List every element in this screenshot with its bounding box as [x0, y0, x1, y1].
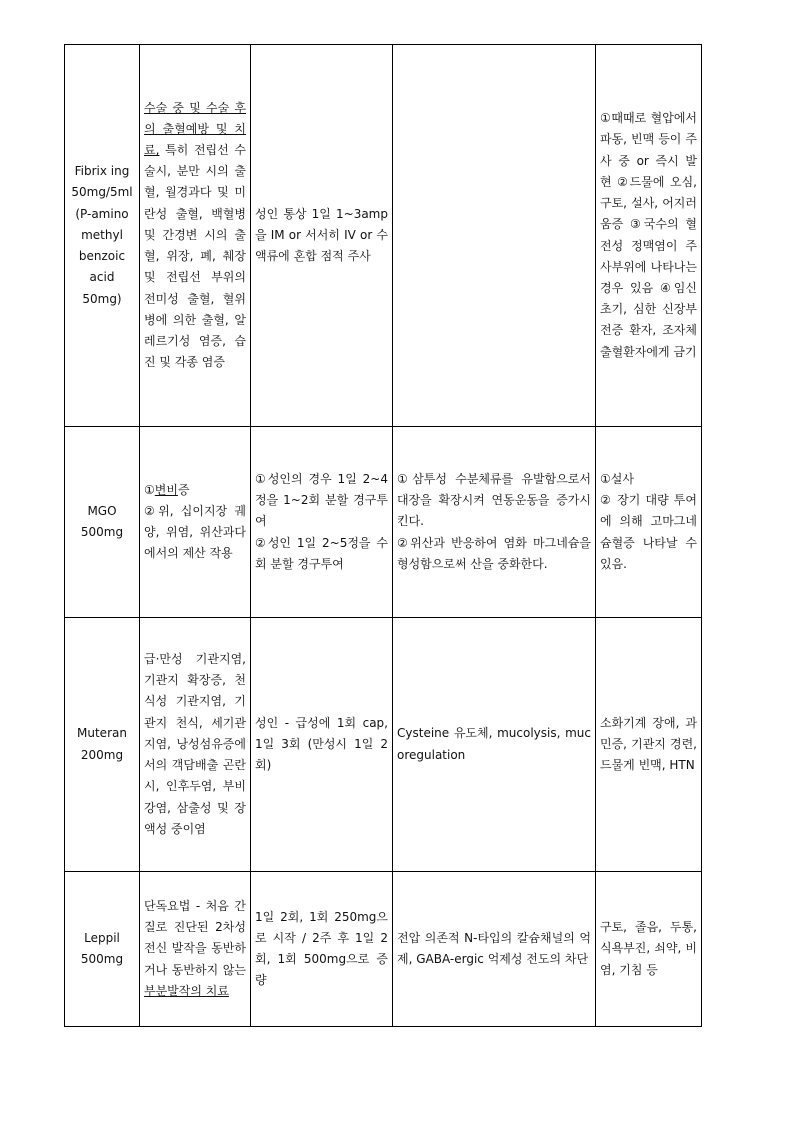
drug-name-line: 50mg/5ml [71, 185, 133, 200]
dosage-text: 성인 - 급성에 1회 cap, 1일 3회 (만성시 1일 2회) [255, 715, 388, 773]
dosage-cell [251, 872, 393, 1027]
dosage-cell [251, 427, 393, 618]
indication-cell [140, 427, 251, 618]
indication-text: 단독요법 - 처음 간질로 진단된 2차성 전신 발작을 동반하거나 동반하지 않는 [144, 898, 246, 977]
drug-name-line: 500mg [80, 525, 124, 539]
mechanism-cell [393, 427, 596, 618]
mechanism-cell [393, 618, 596, 872]
dosage-cell [251, 45, 393, 427]
table-row [65, 45, 702, 427]
dosage-text: 1일 2회, 1회 250mg으로 시작 / 2주 후 1일 2회, 1회 500mg으로 증량 [255, 909, 388, 988]
drug-name-line: acid [89, 270, 115, 285]
indication-cell [140, 872, 251, 1027]
side-effects-text: 구토, 졸음, 두통, 식욕부진, 쇠약, 비염, 기침 등 [600, 920, 697, 977]
side-effects-cell [596, 45, 702, 427]
side-effects-cell [596, 618, 702, 872]
table-row [65, 427, 702, 618]
drug-name-line: 500mg [80, 952, 124, 966]
side-effects-cell [596, 427, 702, 618]
drug-name-line: MGO [87, 503, 117, 518]
side-effects-cell [596, 872, 702, 1027]
mechanism-line: ②위산과 반응하여 염화 마그네슘을 형성함으로써 산을 중화한다. [397, 535, 591, 571]
drug-table [64, 44, 702, 1027]
drug-name-line: 50mg) [82, 291, 122, 306]
dosage-line: ①성인의 경우 1일 2~4정을 1~2회 분할 경구투여 [255, 471, 388, 529]
drug-name-line: Fibrix ing [74, 164, 130, 179]
drug-name-line: benzoic [78, 249, 126, 264]
indication-underlined: 수술 중 및 수술 후의 출혈예방 및 치료, [144, 100, 246, 158]
mechanism-cell [393, 872, 596, 1027]
indication-underlined: 부분발작의 치료 [144, 983, 229, 998]
drug-name-cell [65, 427, 140, 618]
side-effects-line: ② 장기 대량 투여에 의해 고마그네슘혈증 나타날 수 있음. [600, 493, 697, 571]
mechanism-text: 전압 의존적 N-타입의 칼슘채널의 억제, GABA-ergic 억제성 전도의 차단 [397, 930, 591, 966]
table-row [65, 618, 702, 872]
indication-line [144, 480, 246, 501]
side-effects-line: ①설사 [600, 471, 634, 486]
drug-name-line: Leppil [84, 930, 120, 945]
drug-name-line: Muteran [77, 726, 127, 741]
indication-underlined: 변비 [154, 482, 178, 497]
mechanism-text: Cysteine 유도체, mucolysis, mucoregulation [397, 726, 591, 762]
side-effects-text: ①때때로 혈압에서 파동, 빈맥 등이 주사 중 or 즉시 발현 ②드물에 오심, 구토, 설사, 어지러움증 ③국수의 혈전성 정맥염이 주사부위에 나타나는 경우 있음 ④임신초기, 심한 신장부전증 환자, 조자체 출혈환자에게 금기 [600, 111, 697, 359]
drug-name-cell [65, 45, 140, 427]
drug-name-line: (P-amino [75, 206, 129, 221]
dosage-line: ②성인 1일 2~5정을 수회 분할 경구투여 [255, 535, 388, 571]
drug-name-cell [65, 872, 140, 1027]
dosage-text: 성인 통상 1일 1~3amp을 IM or 서서히 IV or 수액류에 혼합 점적 주사 [255, 206, 388, 264]
dosage-cell [251, 618, 393, 872]
indication-text: 급·만성 기관지염, 기관지 확장증, 천식성 기관지염, 기관지 천식, 세기관지염, 낭성섬유증에서의 객담배출 곤란시, 인후두염, 부비강염, 삼출성 및 장액성 중이염 [144, 652, 246, 836]
indication-text: 특히 전립선 수술시, 분만 시의 출혈, 월경과다 및 미란성 출혈, 백혈병 및 간경변 시의 출혈, 위장, 폐, 췌장 및 전립선 부위의 전미성 출혈, 혈위병에 의한 출혈, 알레르기성 염증, 습진 및 각종 염증 [144, 143, 246, 370]
indication-prefix: ① [144, 482, 155, 497]
drug-name-line: 200mg [80, 747, 124, 762]
indication-cell [140, 618, 251, 872]
drug-name-line: methyl [81, 227, 123, 242]
indication-cell [140, 45, 251, 427]
side-effects-text: 소화기계 장애, 과민증, 기관지 경련, 드물게 빈맥, HTN [600, 715, 697, 773]
drug-name-cell [65, 618, 140, 872]
mechanism-line: ①삼투성 수분체류를 유발함으로서 대장을 확장시켜 연동운동을 증가시킨다. [397, 471, 591, 529]
mechanism-cell [393, 45, 596, 427]
table-row [65, 872, 702, 1027]
indication-text: 증 [177, 482, 190, 497]
indication-text: ②위, 십이지장 궤양, 위염, 위산과다에서의 제산 작용 [144, 503, 246, 561]
indication-line [144, 501, 246, 565]
